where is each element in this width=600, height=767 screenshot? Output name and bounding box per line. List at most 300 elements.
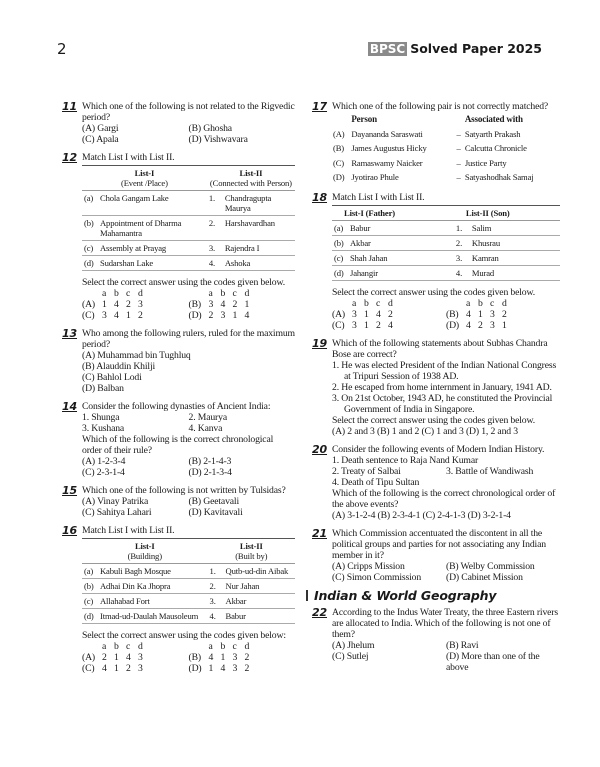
table-cell: (a) (82, 191, 98, 216)
pair-cell: Satyashodhak Samaj (464, 172, 534, 182)
table-cell: 1. (208, 564, 224, 579)
question-text: Consider the following events of Modern Indian History. (332, 443, 545, 455)
table-cell: 2. (207, 216, 223, 241)
question-17 (312, 101, 560, 185)
code-value: 1 (478, 308, 483, 320)
code-option (446, 309, 560, 320)
header-title: Solved Paper 2025 (410, 41, 542, 56)
answer-codes (332, 298, 560, 331)
question-text: Select the correct answer using the codes given below: (82, 630, 286, 641)
table-cell: Kabuli Bagh Mosque (98, 564, 208, 579)
pair-cell: Dayananda Saraswati (351, 128, 423, 139)
pair-row (332, 156, 560, 171)
code-value: 3 (138, 652, 143, 663)
table-cell: Babur (348, 220, 454, 235)
question-body (82, 485, 295, 518)
table-row (82, 579, 295, 594)
statement: 2. He escaped from home internment in January, 1941 AD. (332, 381, 552, 393)
code-value: (D) (188, 663, 202, 674)
code-value: 4 (208, 652, 214, 663)
code-option (332, 320, 446, 331)
pair-cell: – (456, 143, 461, 153)
code-option (189, 299, 296, 310)
table-cell: 4. (454, 265, 470, 280)
table-cell: (b) (332, 235, 348, 250)
pair-row (332, 170, 560, 185)
table-row (332, 220, 560, 235)
code-value: 4 (466, 319, 471, 331)
statement: 3. On 21st October, 1943 AD, he constituted the Provincial Government of India in Singapore. (332, 392, 553, 415)
question-text: Who among the following rulers, ruled for the maximum period? (82, 328, 295, 350)
question-text: Select the correct answer using the codes given below. (332, 286, 535, 298)
statement-list (332, 455, 560, 466)
pair-cell: – (456, 157, 461, 168)
code-letter: c (126, 641, 131, 652)
code-letter: d (502, 297, 507, 309)
option: (D) More than one of the above (446, 650, 540, 673)
question-text: Which of the following is the correct chronological order of their rule? (82, 434, 274, 456)
option: (B) Welby Commission (446, 560, 535, 572)
answer-options (332, 561, 560, 583)
table-cell: Nur Jahan (224, 579, 295, 594)
question-text: Which Commission accentuated the discontent in all the political groups and parties for not associating any Indian member in it? (332, 527, 546, 561)
code-value: 2 (478, 319, 483, 331)
code-value: 2 (388, 308, 393, 320)
question-text: Which one of the following is not related to the Rigvedic period? (82, 101, 295, 123)
code-value: 4 (388, 319, 393, 331)
option: (D) Balban (82, 383, 124, 394)
option: (A) 1-2-3-4 (82, 456, 126, 467)
column-header (332, 205, 454, 220)
code-letter: c (232, 288, 237, 299)
code-letter: d (388, 297, 393, 309)
table-cell: Chandragupta Maurya (223, 191, 295, 216)
option: (C) Sahitya Lahari (82, 507, 152, 518)
header-subtitle: (Building) (127, 551, 162, 561)
table-cell: Allahabad Fort (98, 594, 208, 609)
code-value: (C) (332, 319, 345, 331)
statement: 1. He was elected President of the Indian National Congress at Tripuri Session of 1938 AD. (332, 359, 557, 382)
question-body (332, 444, 560, 521)
pair-cell: Satyarth Prakash (464, 128, 521, 139)
code-value: (B) (188, 652, 201, 663)
table-cell: Adhai Din Ka Jhopra (98, 579, 208, 594)
option: (D) Vishwavara (188, 134, 248, 145)
question-12 (62, 152, 295, 321)
question-20 (312, 444, 560, 521)
question-21 (312, 528, 560, 583)
option: 2. Maurya (188, 412, 227, 423)
pair-cell: – (456, 128, 461, 139)
brand-logo: BPSC (369, 41, 406, 56)
question-text: Select the correct answer using the codes given below. (332, 414, 535, 426)
code-value: 4 (114, 299, 119, 310)
code-value: 1 (102, 299, 107, 310)
pair-cell: James Augustus Hicky (351, 143, 427, 153)
table-cell: Sudarshan Lake (98, 256, 207, 271)
code-value: 2 (126, 299, 131, 310)
pair-row (332, 141, 560, 156)
statement: 4. Death of Tipu Sultan (332, 476, 420, 488)
question-text: Which one of the following pair is not correctly matched? (332, 101, 549, 112)
table-cell: Murad (470, 265, 560, 280)
code-value: (C) (82, 663, 95, 674)
code-value: 1 (126, 310, 131, 321)
code-value: 1 (114, 663, 119, 674)
table-row (332, 235, 560, 250)
spacer (82, 641, 102, 652)
code-value: (A) (332, 308, 345, 320)
option: (C) Sutlej (332, 650, 369, 662)
question-body (82, 401, 295, 478)
code-value: 2 (208, 310, 214, 321)
table-row (82, 564, 295, 579)
table-cell: 3. (208, 594, 224, 609)
spacer (455, 112, 463, 127)
spacer (189, 641, 209, 652)
section-heading: Indian & World Geography (306, 590, 560, 601)
pair-cell: Justice Party (464, 157, 507, 168)
table-cell: Harshavardhan (223, 216, 295, 241)
table-cell: 4. (208, 609, 224, 624)
code-value: (B) (188, 299, 201, 310)
question-body (82, 152, 295, 321)
table-cell: 1. (207, 191, 223, 216)
code-value: 3 (232, 652, 238, 663)
question-number: 21 (312, 526, 328, 540)
statement-list (332, 360, 560, 415)
table-header-row (82, 539, 295, 564)
option: (A) Muhammad bin Tughluq (82, 350, 191, 361)
codes-header (446, 298, 560, 309)
column-header (454, 205, 560, 220)
question-number: 13 (62, 327, 78, 340)
question-number: 16 (62, 524, 78, 537)
table-cell: Rajendra I (223, 241, 295, 256)
page-number: 2 (57, 40, 67, 58)
column-header (207, 166, 295, 191)
table-cell: Akbar (348, 235, 454, 250)
question-number: 12 (62, 151, 78, 164)
code-value: 3 (138, 663, 143, 674)
table-cell: (a) (332, 220, 348, 235)
code-value: 3 (352, 319, 357, 331)
code-value: 3 (352, 308, 357, 320)
code-letter: b (220, 641, 226, 652)
option: (C) Bahlol Lodi (82, 372, 142, 383)
question-number: 14 (62, 400, 78, 413)
table-row (82, 594, 295, 609)
right-column (312, 101, 560, 680)
question-14 (62, 401, 295, 478)
code-letter: b (364, 297, 369, 309)
code-value: 3 (490, 308, 495, 320)
codes-header (189, 641, 296, 652)
code-value: 1 (208, 663, 214, 674)
spacer (82, 288, 102, 299)
question-19 (312, 338, 560, 437)
question-number: 15 (62, 484, 78, 497)
spacer (332, 112, 350, 127)
code-letter: d (138, 288, 143, 299)
column-header (82, 539, 208, 564)
code-value: 4 (220, 663, 226, 674)
table-cell: 4. (207, 256, 223, 271)
code-value: 4 (114, 310, 119, 321)
pair-cell: (A) (333, 128, 345, 139)
code-value: 3 (138, 299, 143, 310)
table-row (332, 250, 560, 265)
code-value: 1 (220, 652, 226, 663)
table-cell: Ashoka (223, 256, 295, 271)
code-value: 2 (102, 652, 107, 663)
option: (B) Geetavali (188, 496, 239, 507)
table-cell: Khusrau (470, 235, 560, 250)
question-body (332, 101, 560, 185)
codes-header (82, 288, 189, 299)
answer-options (332, 640, 560, 673)
code-letter: a (352, 297, 357, 309)
table-cell: 2. (208, 579, 224, 594)
question-number: 22 (312, 605, 328, 619)
code-value: 4 (244, 310, 250, 321)
answer-options (82, 456, 295, 478)
code-value: 3 (102, 310, 107, 321)
code-value: (A) (82, 652, 95, 663)
match-table (82, 538, 295, 624)
code-letter: a (102, 288, 107, 299)
code-value: (D) (188, 310, 202, 321)
code-letter: a (208, 641, 213, 652)
option: (D) 2-1-3-4 (188, 467, 232, 478)
code-value: 1 (502, 319, 507, 331)
column-header (82, 166, 207, 191)
match-table (332, 205, 560, 281)
table-cell: Jahangir (348, 265, 454, 280)
running-header (368, 41, 542, 56)
question-body (332, 528, 560, 583)
table-cell: Kamran (470, 250, 560, 265)
code-letter: d (244, 641, 250, 652)
table-cell: (d) (82, 256, 98, 271)
code-letter: b (114, 288, 119, 299)
table-header-row (332, 205, 560, 220)
pair-cell: (D) (333, 172, 345, 182)
spacer (189, 288, 209, 299)
question-number: 18 (312, 190, 328, 204)
code-letter: b (478, 297, 483, 309)
codes-header (332, 298, 446, 309)
code-letter: a (102, 641, 107, 652)
header-title: List-I (134, 541, 155, 551)
column-header: Associated with (464, 114, 523, 124)
option: (A) Jhelum (332, 639, 375, 651)
pair-cell: Calcutta Chronicle (464, 143, 527, 153)
code-value: 3 (232, 663, 238, 674)
question-15 (62, 485, 295, 518)
code-option (82, 663, 189, 674)
option: 3. Kushana (82, 423, 125, 434)
table-cell: (d) (332, 265, 348, 280)
code-letter: b (114, 641, 119, 652)
code-letter: d (138, 641, 143, 652)
pair-row (332, 127, 560, 142)
header-title: List-II (239, 541, 263, 551)
code-value: 3 (490, 319, 495, 331)
pair-cell: Jyotirao Phule (351, 172, 399, 182)
table-cell: (b) (82, 216, 98, 241)
answer-options (82, 350, 295, 394)
code-value: (C) (82, 310, 95, 321)
table-cell: (c) (332, 250, 348, 265)
code-value: 2 (138, 310, 143, 321)
header-title: List-II (239, 168, 263, 178)
question-13 (62, 328, 295, 394)
option: (B) Ravi (446, 639, 479, 651)
table-cell: Akbar (224, 594, 295, 609)
table-row (82, 609, 295, 624)
pairs-header-row (332, 112, 560, 127)
table-cell: (c) (82, 594, 98, 609)
code-value: 2 (244, 663, 250, 674)
table-row (82, 256, 295, 271)
question-body (82, 101, 295, 145)
code-letter: c (376, 297, 381, 309)
code-value: 1 (232, 310, 238, 321)
header-subtitle: (Connected with Person) (209, 178, 292, 188)
table-cell: Salim (470, 220, 560, 235)
code-option (82, 299, 189, 310)
question-number: 17 (312, 100, 328, 113)
table-cell: Assembly at Prayag (98, 241, 207, 256)
question-text: Match List I with List II. (82, 152, 175, 163)
option: (A) Cripps Mission (332, 560, 405, 572)
option: (C) 2-3-1-4 (82, 467, 125, 478)
question-text: Which of the following is the correct chronological order of the above events? (332, 487, 556, 510)
code-value: (D) (446, 319, 459, 331)
pair-cell: (B) (333, 143, 345, 153)
pair-cell: (C) (333, 157, 345, 168)
answer-options (332, 466, 560, 477)
column-header (208, 539, 295, 564)
left-column (62, 101, 295, 681)
pair-cell: Ramaswamy Naicker (351, 157, 423, 168)
code-option (82, 652, 189, 663)
statement: 1. Death sentence to Raja Nand Kumar (332, 454, 479, 466)
code-value: 4 (376, 308, 381, 320)
code-letter: d (244, 288, 250, 299)
option: 3. Battle of Wandiwash (446, 465, 534, 477)
header-subtitle: (Event /Place) (120, 178, 168, 188)
question-text: Which of the following statements about Subhas Chandra Bose are correct? (332, 337, 548, 360)
code-value: 3 (208, 299, 214, 310)
option: (C) Simon Commission (332, 571, 422, 583)
table-cell: (b) (82, 579, 98, 594)
spacer (332, 298, 352, 309)
option: (B) Ghosha (188, 123, 232, 134)
table-row (82, 241, 295, 256)
question-text: According to the Indus Water Treaty, the three Eastern rivers are allocated to India. Which of the following is not one of them? (332, 606, 558, 640)
question-text: (A) 3-1-2-4 (B) 2-3-4-1 (C) 2-4-1-3 (D) 3-2-1-4 (332, 509, 511, 521)
question-text: Consider the following dynasties of Ancient India: (82, 401, 271, 412)
table-cell: Shah Jahan (348, 250, 454, 265)
header-title: List-II (Son) (465, 207, 510, 218)
code-value: 2 (502, 308, 507, 320)
question-body (82, 328, 295, 394)
code-value: 1 (364, 308, 369, 320)
table-row (82, 191, 295, 216)
code-letter: a (466, 297, 471, 309)
option: 1. Shunga (82, 412, 120, 423)
table-cell: (a) (82, 564, 98, 579)
table-row (332, 265, 560, 280)
option: (D) Cabinet Mission (446, 571, 523, 583)
question-16 (62, 525, 295, 674)
option: (D) Kavitavali (188, 507, 243, 518)
table-cell: 3. (454, 250, 470, 265)
question-text: (A) 2 and 3 (B) 1 and 2 (C) 1 and 3 (D) 1, 2 and 3 (332, 425, 518, 437)
table-cell: 1. (454, 220, 470, 235)
option: (C) Apala (82, 134, 119, 145)
code-option (189, 652, 296, 663)
code-value: 1 (244, 299, 250, 310)
table-cell: Qutb-ud-din Aibak (224, 564, 295, 579)
statement-list (332, 477, 560, 488)
code-value: 4 (126, 652, 131, 663)
question-body (332, 607, 560, 673)
column-header: Person (351, 114, 377, 124)
table-cell: (d) (82, 609, 98, 624)
question-body (82, 525, 295, 674)
header-subtitle: (Built by) (235, 551, 268, 561)
answer-codes (82, 288, 295, 321)
code-letter: c (490, 297, 495, 309)
code-value: (A) (82, 299, 95, 310)
code-letter: a (208, 288, 213, 299)
code-letter: c (126, 288, 131, 299)
question-text: Which one of the following is not written by Tulsidas? (82, 485, 286, 496)
option: (A) Gargi (82, 123, 119, 134)
code-value: 4 (102, 663, 107, 674)
question-number: 11 (62, 100, 78, 113)
question-body (332, 192, 560, 331)
code-value: 4 (220, 299, 226, 310)
table-cell: Itmad-ud-Daulah Mausoleum (98, 609, 208, 624)
code-value: 3 (220, 310, 226, 321)
header-title: List-I (134, 168, 155, 178)
codes-header (82, 641, 189, 652)
option: 2. Treaty of Salbai (332, 465, 401, 477)
question-text: Match List I with List II. (332, 191, 425, 203)
code-value: 4 (466, 308, 471, 320)
code-value: 2 (244, 652, 250, 663)
code-value: 1 (114, 652, 119, 663)
table-row (82, 216, 295, 241)
code-option (189, 310, 296, 321)
spacer (446, 298, 466, 309)
code-value: (B) (446, 308, 459, 320)
question-18 (312, 192, 560, 331)
code-letter: b (220, 288, 226, 299)
table-cell: Appointment of Dharma Mahamantra (98, 216, 207, 241)
table-cell: (c) (82, 241, 98, 256)
header-title: List-I (Father) (344, 207, 395, 218)
answer-options (82, 412, 295, 434)
table-cell: Babur (224, 609, 295, 624)
table-cell: 2. (454, 235, 470, 250)
code-option (446, 320, 560, 331)
answer-options (82, 496, 295, 518)
